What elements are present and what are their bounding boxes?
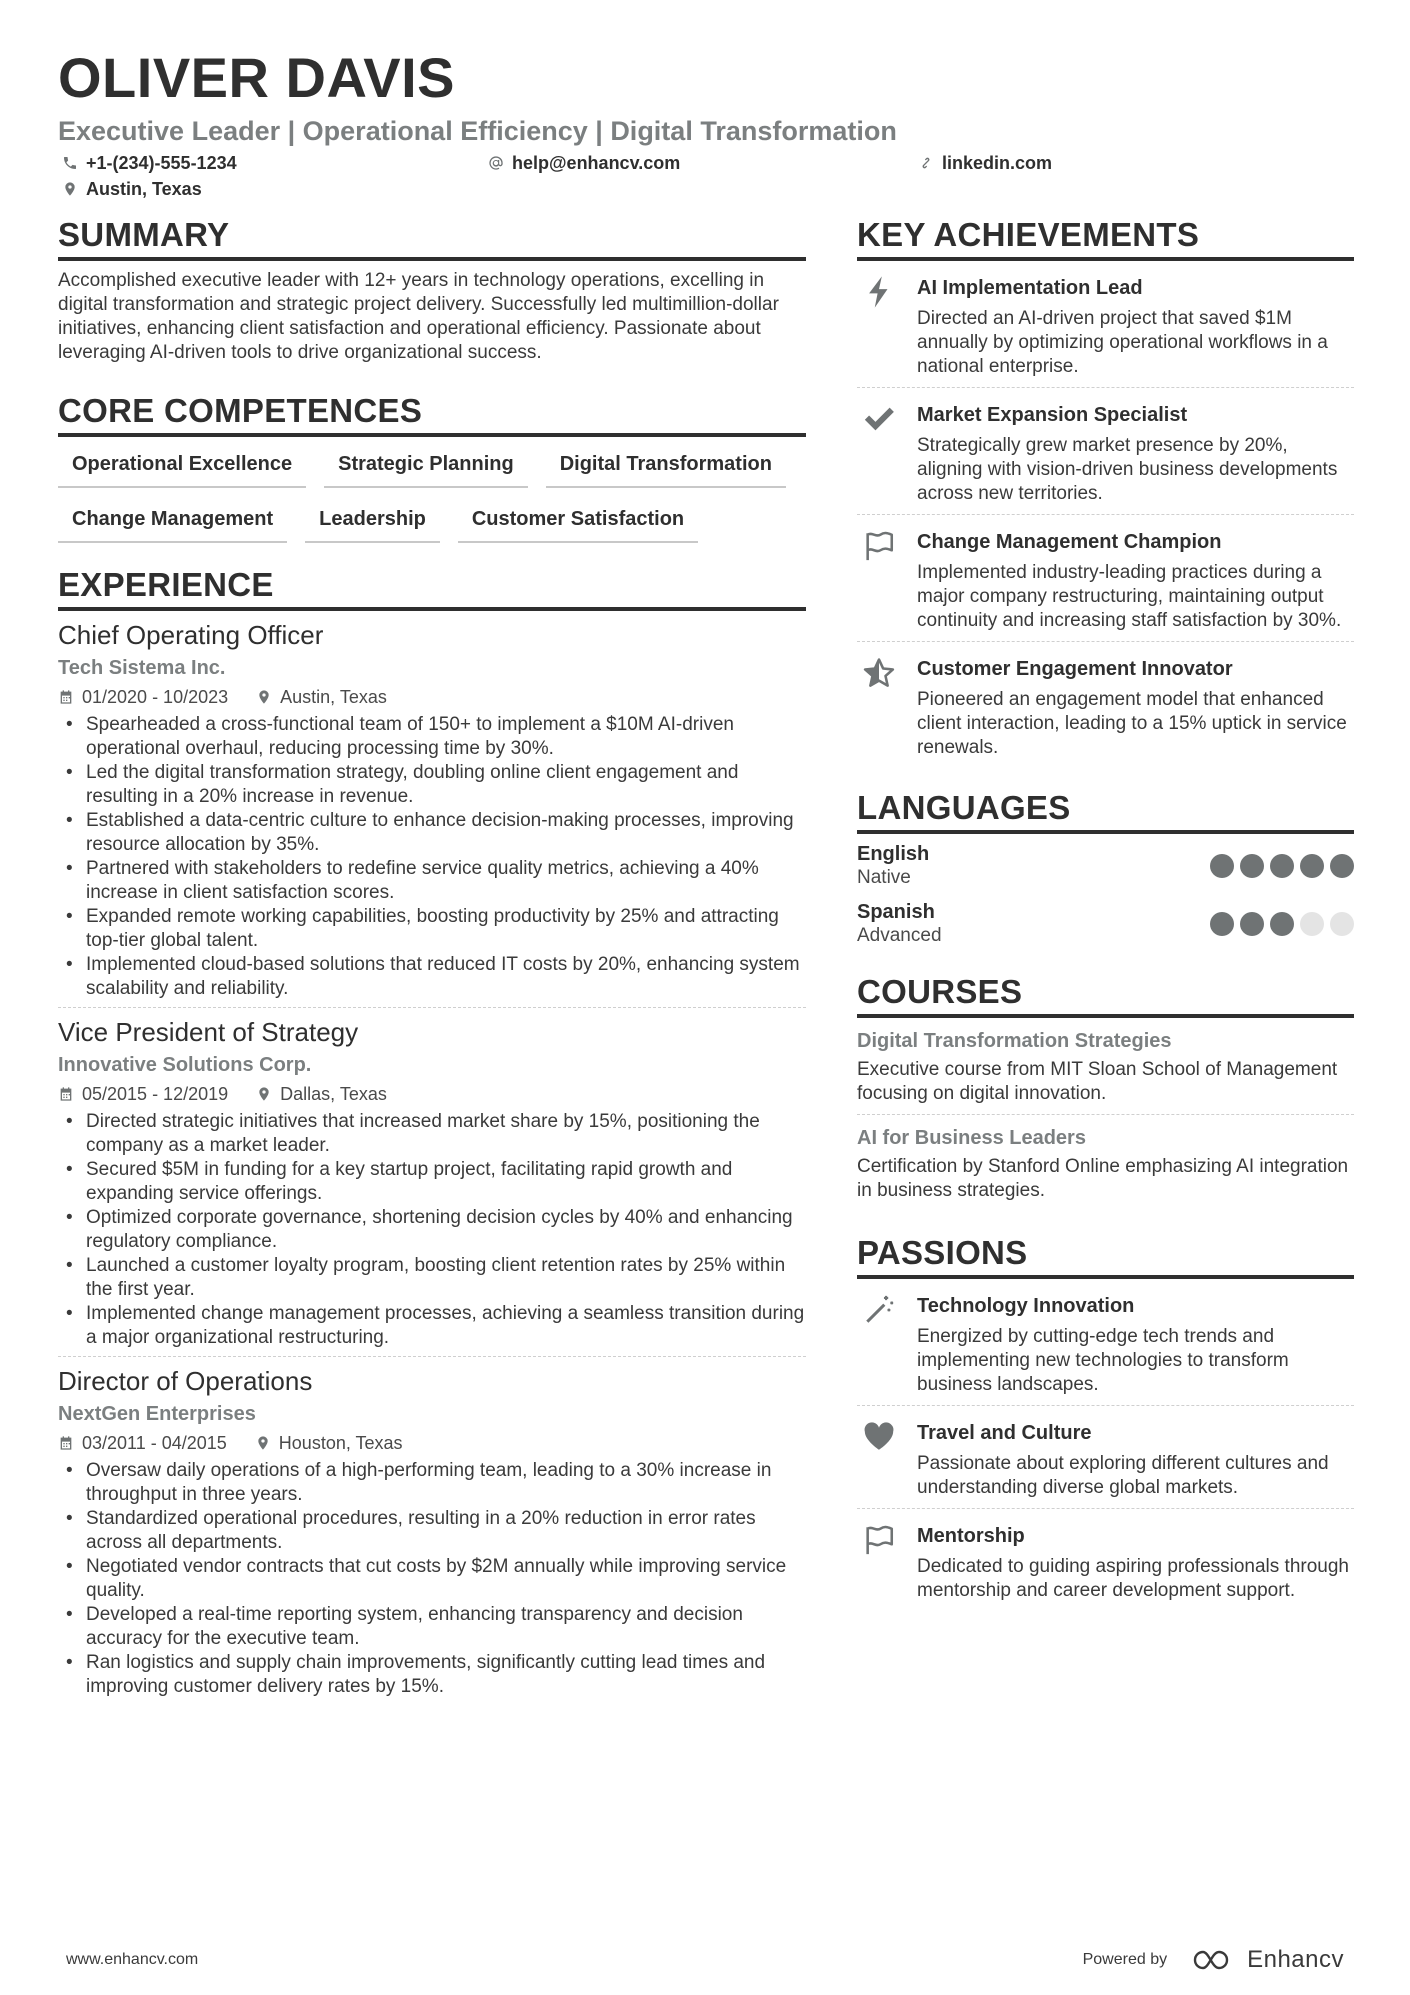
star-icon xyxy=(862,656,896,690)
email-text[interactable]: help@enhancv.com xyxy=(512,152,681,173)
achievement-item xyxy=(857,642,1354,768)
language-item xyxy=(857,892,1354,950)
job-location: Houston, Texas xyxy=(278,1433,403,1453)
bolt-icon xyxy=(862,275,896,309)
footer xyxy=(66,1940,1344,1980)
contact-email xyxy=(488,150,680,176)
language-level: Advanced xyxy=(857,925,942,946)
achievement-title: Market Expansion Specialist xyxy=(917,404,1188,426)
job-title: Vice President of Strategy xyxy=(58,1017,359,1047)
bullet-item: • Oversaw daily operations of a high-performing team, leading to a 30% increase in throughput in three years. xyxy=(58,1459,806,1507)
summary-section xyxy=(58,215,806,365)
rating-dot-filled xyxy=(1240,912,1264,936)
rating-dot-filled xyxy=(1240,854,1264,878)
company-name: NextGen Enterprises xyxy=(58,1403,256,1425)
footer-website[interactable]: www.enhancv.com xyxy=(66,1951,199,1968)
resume-header xyxy=(58,46,1358,202)
company-name: Innovative Solutions Corp. xyxy=(58,1054,312,1076)
language-rating xyxy=(1210,912,1354,936)
bullet-item: • Implemented cloud-based solutions that reduced IT costs by 20%, enhancing system scalability and reliability. xyxy=(58,953,806,1001)
achievement-desc: Implemented industry-leading practices during a major company restructuring, maintaining output continuity and increasing staff satisfaction by 30%. xyxy=(917,562,1342,631)
passion-title: Technology Innovation xyxy=(917,1295,1135,1317)
language-rating xyxy=(1210,854,1354,878)
bullet-item: • Partnered with stakeholders to redefine service quality metrics, achieving a 40% increase in client satisfaction scores. xyxy=(58,857,806,905)
course-title: Digital Transformation Strategies xyxy=(857,1030,1172,1052)
rating-dot-filled xyxy=(1210,912,1234,936)
check-icon xyxy=(862,402,896,436)
calendar-icon xyxy=(58,1435,74,1451)
job-entry xyxy=(58,619,806,1008)
competences-heading: CORE COMPETENCES xyxy=(58,391,806,437)
passion-desc: Dedicated to guiding aspiring professionals through mentorship and career development support. xyxy=(917,1556,1349,1601)
achievement-desc: Pioneered an engagement model that enhanced client interaction, leading to a 15% uptick in service renewals. xyxy=(917,689,1347,758)
course-desc: Certification by Stanford Online emphasizing AI integration in business strategies. xyxy=(857,1156,1349,1201)
achievement-title: AI Implementation Lead xyxy=(917,277,1143,299)
job-entry xyxy=(58,1016,806,1357)
language-level: Native xyxy=(857,867,911,888)
job-location: Dallas, Texas xyxy=(280,1084,387,1104)
bullet-item: • Standardized operational procedures, resulting in a 20% reduction in error rates across all departments. xyxy=(58,1507,806,1555)
powered-by-label: Powered by xyxy=(1082,1951,1168,1968)
bullet-item: • Directed strategic initiatives that increased market share by 15%, positioning the company as a market leader. xyxy=(58,1110,806,1158)
experience-section xyxy=(58,565,806,1705)
summary-text: Accomplished executive leader with 12+ years in technology operations, excelling in digital transformation and strategic project delivery. Successfully led multimillion-dollar initiatives, enhancing client satisfaction and operational efficiency. Passionate about leveraging AI-driven tools to drive organizational success. xyxy=(58,270,779,363)
bullet-item: • Negotiated vendor contracts that cut costs by $2M annually while improving service quality. xyxy=(58,1555,806,1603)
achievement-desc: Strategically grew market presence by 20%, aligning with vision-driven business developments across new territories. xyxy=(917,435,1338,504)
company-name: Tech Sistema Inc. xyxy=(58,657,226,679)
location-pin-icon xyxy=(62,181,78,197)
achievement-title: Change Management Champion xyxy=(917,531,1222,553)
job-meta xyxy=(58,1082,806,1106)
bullet-item: • Secured $5M in funding for a key startup project, facilitating rapid growth and expanding service offerings. xyxy=(58,1158,806,1206)
job-bullets xyxy=(58,1459,806,1699)
bullet-item: • Spearheaded a cross-functional team of 150+ to implement a $10M AI-driven operational overhaul, reducing processing time by 30%. xyxy=(58,713,806,761)
phone-icon xyxy=(62,155,78,171)
language-name: Spanish xyxy=(857,901,935,923)
location-text: Austin, Texas xyxy=(86,178,202,199)
job-title: Director of Operations xyxy=(58,1366,313,1396)
rating-dot-filled xyxy=(1210,854,1234,878)
powered-by xyxy=(1083,1946,1344,1974)
job-bullets xyxy=(58,1110,806,1350)
summary-heading: SUMMARY xyxy=(58,215,806,261)
achievements-section xyxy=(857,215,1354,768)
achievement-desc: Directed an AI-driven project that saved $1M annually by optimizing operational workflows in a national enterprise. xyxy=(917,308,1328,377)
brand-logo[interactable] xyxy=(1191,1946,1344,1974)
language-name: English xyxy=(857,843,930,865)
achievement-item xyxy=(857,261,1354,388)
rating-dot-filled xyxy=(1300,854,1324,878)
bullet-item: • Launched a customer loyalty program, boosting client retention rates by 25% within the first year. xyxy=(58,1254,806,1302)
rating-dot-empty xyxy=(1300,912,1324,936)
flag-icon xyxy=(862,1523,896,1557)
courses-section xyxy=(857,972,1354,1211)
passion-item xyxy=(857,1279,1354,1406)
competence-tag: Change Management xyxy=(58,502,287,543)
right-column xyxy=(857,215,1354,1611)
calendar-icon xyxy=(58,689,74,705)
competence-tag: Digital Transformation xyxy=(546,447,786,488)
courses-heading: COURSES xyxy=(857,972,1354,1018)
bullet-item: • Led the digital transformation strategy, doubling online client engagement and resulting in a 20% increase in revenue. xyxy=(58,761,806,809)
achievement-item xyxy=(857,515,1354,642)
achievements-heading: KEY ACHIEVEMENTS xyxy=(857,215,1354,261)
candidate-name: OLIVER DAVIS xyxy=(58,46,456,109)
language-item xyxy=(857,834,1354,892)
passion-item xyxy=(857,1509,1354,1611)
bullet-item: • Expanded remote working capabilities, boosting productivity by 25% and attracting top-tier global talent. xyxy=(58,905,806,953)
job-bullets xyxy=(58,713,806,1001)
headline: Executive Leader | Operational Efficiency | Digital Transformation xyxy=(58,116,897,146)
bullet-item: • Ran logistics and supply chain improvements, significantly cutting lead times and improving customer delivery rates by 15%. xyxy=(58,1651,806,1699)
location-pin-icon xyxy=(256,689,272,705)
competence-tag: Leadership xyxy=(305,502,440,543)
link-icon xyxy=(918,155,934,171)
enhancv-logo-icon xyxy=(1191,1948,1239,1972)
contact-info xyxy=(58,150,1358,202)
competence-tag: Strategic Planning xyxy=(324,447,528,488)
passion-title: Mentorship xyxy=(917,1525,1025,1547)
competence-tag: Operational Excellence xyxy=(58,447,306,488)
heart-icon xyxy=(862,1420,896,1454)
bullet-item: • Established a data-centric culture to enhance decision-making processes, improving resource allocation by 35%. xyxy=(58,809,806,857)
passions-section xyxy=(857,1233,1354,1611)
linkedin-text[interactable]: linkedin.com xyxy=(942,152,1053,173)
achievement-title: Customer Engagement Innovator xyxy=(917,658,1233,680)
job-entry xyxy=(58,1365,806,1705)
rating-dot-empty xyxy=(1330,912,1354,936)
bullet-item: • Implemented change management processes, achieving a seamless transition during a major organizational restructuring. xyxy=(58,1302,806,1350)
job-dates: 01/2020 - 10/2023 xyxy=(82,687,229,707)
left-column xyxy=(58,215,806,1705)
passion-desc: Energized by cutting-edge tech trends and implementing new technologies to transform business landscapes. xyxy=(917,1326,1289,1395)
rating-dot-filled xyxy=(1330,854,1354,878)
contact-phone xyxy=(62,150,237,176)
job-title: Chief Operating Officer xyxy=(58,620,324,650)
experience-heading: EXPERIENCE xyxy=(58,565,806,611)
job-dates: 03/2011 - 04/2015 xyxy=(82,1433,227,1453)
languages-heading: LANGUAGES xyxy=(857,788,1354,834)
bullet-item: • Optimized corporate governance, shortening decision cycles by 40% and enhancing regulatory compliance. xyxy=(58,1206,806,1254)
course-item xyxy=(857,1018,1354,1115)
course-item xyxy=(857,1115,1354,1211)
competence-tag: Customer Satisfaction xyxy=(458,502,698,543)
achievement-item xyxy=(857,388,1354,515)
passions-heading: PASSIONS xyxy=(857,1233,1354,1279)
competences-list xyxy=(58,447,806,543)
brand-name: Enhancv xyxy=(1247,1946,1344,1973)
bullet-item: • Developed a real-time reporting system, enhancing transparency and decision accuracy for the executive team. xyxy=(58,1603,806,1651)
at-icon xyxy=(488,155,504,171)
phone-text[interactable]: +1-(234)-555-1234 xyxy=(86,152,237,173)
contact-location xyxy=(62,176,202,202)
job-meta xyxy=(58,685,806,709)
course-desc: Executive course from MIT Sloan School of Management focusing on digital innovation. xyxy=(857,1059,1338,1104)
rating-dot-filled xyxy=(1270,854,1294,878)
calendar-icon xyxy=(58,1086,74,1102)
competences-section xyxy=(58,391,806,543)
languages-section xyxy=(857,788,1354,950)
magic-wand-icon xyxy=(862,1293,896,1327)
contact-linkedin xyxy=(918,150,1052,176)
rating-dot-filled xyxy=(1270,912,1294,936)
job-dates: 05/2015 - 12/2019 xyxy=(82,1084,229,1104)
passion-desc: Passionate about exploring different cultures and understanding diverse global markets. xyxy=(917,1453,1329,1498)
location-pin-icon xyxy=(256,1086,272,1102)
flag-icon xyxy=(862,529,896,563)
location-pin-icon xyxy=(255,1435,271,1451)
passion-item xyxy=(857,1406,1354,1509)
job-location: Austin, Texas xyxy=(280,687,387,707)
passion-title: Travel and Culture xyxy=(917,1422,1092,1444)
course-title: AI for Business Leaders xyxy=(857,1127,1086,1149)
job-meta xyxy=(58,1431,806,1455)
